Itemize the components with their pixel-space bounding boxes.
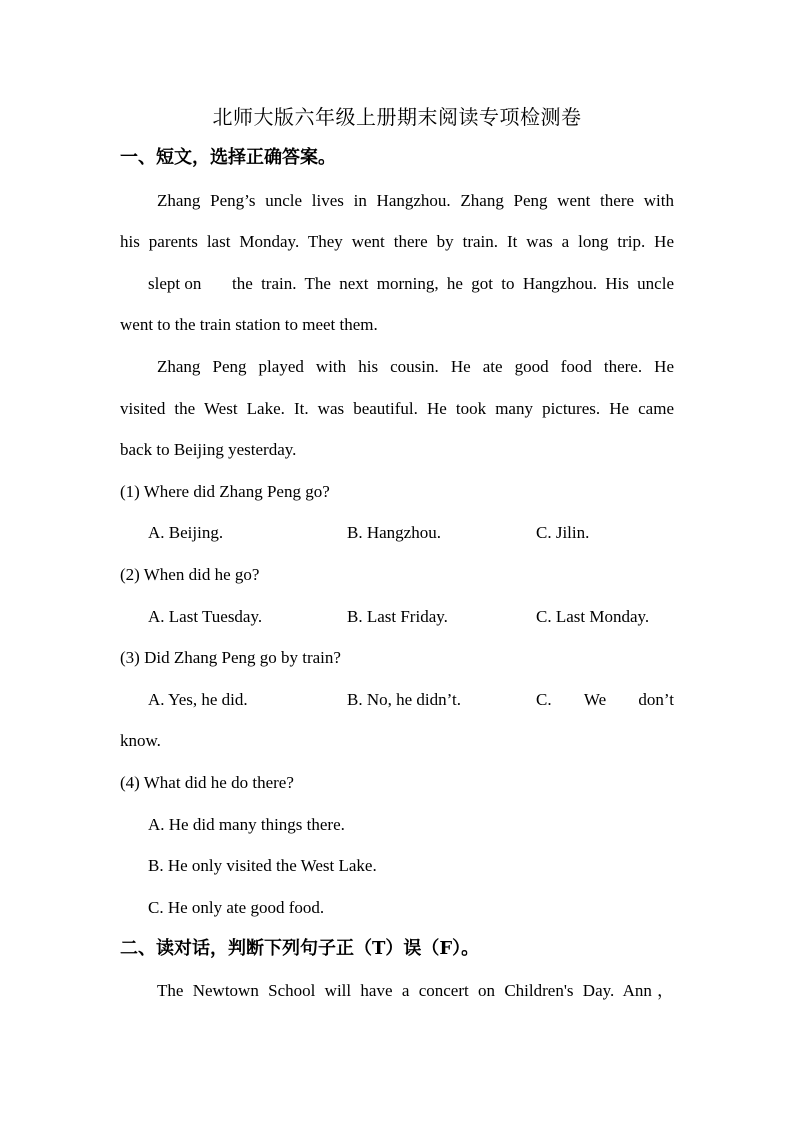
answer-option-b[interactable]: B. Last Friday. bbox=[347, 607, 448, 626]
question-stem: (4) What did he do there? bbox=[120, 773, 294, 792]
passage-text: slept on bbox=[148, 274, 202, 293]
passage-text: went to the train station to meet them. bbox=[120, 315, 378, 334]
question-stem: (2) When did he go? bbox=[120, 565, 260, 584]
passage-line bbox=[157, 980, 674, 1002]
passage-text: Zhang Peng played with his cousin. He ate good food there. He bbox=[157, 357, 674, 376]
passage-text: the train. The next morning, he got to Hangzhou. His uncle bbox=[232, 274, 674, 293]
passage-text: back to Beijing yesterday. bbox=[120, 440, 297, 459]
option-c-label: C. bbox=[536, 690, 552, 709]
answer-option-c[interactable]: C. Last Monday. bbox=[536, 607, 650, 626]
answer-option-b[interactable]: B. No, he didn’t. bbox=[347, 690, 461, 709]
option-c-word: don’t bbox=[638, 690, 674, 709]
page-title: 北师大版六年级上册期末阅读专项检测卷 bbox=[212, 105, 582, 129]
answer-option-b[interactable]: B. Hangzhou. bbox=[347, 523, 441, 542]
passage-text: visited the West Lake. It. was beautiful. He took many pictures. He came bbox=[120, 399, 674, 418]
passage-line bbox=[232, 273, 674, 295]
answer-option-a[interactable]: A. Yes, he did. bbox=[148, 690, 248, 709]
answer-option-c-continuation: know. bbox=[120, 731, 161, 750]
answer-option-a[interactable]: A. He did many things there. bbox=[148, 815, 345, 834]
passage-line bbox=[157, 190, 674, 212]
answer-option-c[interactable] bbox=[536, 689, 674, 711]
answer-option-c[interactable]: C. He only ate good food. bbox=[148, 898, 325, 917]
answer-option-a[interactable]: A. Beijing. bbox=[148, 523, 224, 542]
answer-option-b[interactable]: B. He only visited the West Lake. bbox=[148, 856, 377, 875]
answer-option-c[interactable]: C. Jilin. bbox=[536, 523, 590, 542]
passage-text: Zhang Peng’s uncle lives in Hangzhou. Zhang Peng went there with bbox=[157, 191, 674, 210]
section-2-heading: 二、读对话，判断下列句子正（T）误（F）。 bbox=[120, 938, 480, 959]
passage-text: his parents last Monday. They went there by train. It was a long trip. He bbox=[120, 232, 674, 251]
passage-line bbox=[157, 356, 674, 378]
answer-option-a[interactable]: A. Last Tuesday. bbox=[148, 607, 263, 626]
passage-line bbox=[120, 398, 674, 420]
passage-line bbox=[120, 231, 674, 253]
section-2-intro: The Newtown School will have a concert on Children's Day. Ann， bbox=[157, 981, 674, 1000]
section-1-heading: 一、短文，选择正确答案。 bbox=[120, 147, 336, 168]
question-stem: (1) Where did Zhang Peng go? bbox=[120, 482, 330, 501]
option-c-word: We bbox=[583, 690, 607, 709]
question-stem: (3) Did Zhang Peng go by train? bbox=[120, 648, 341, 667]
